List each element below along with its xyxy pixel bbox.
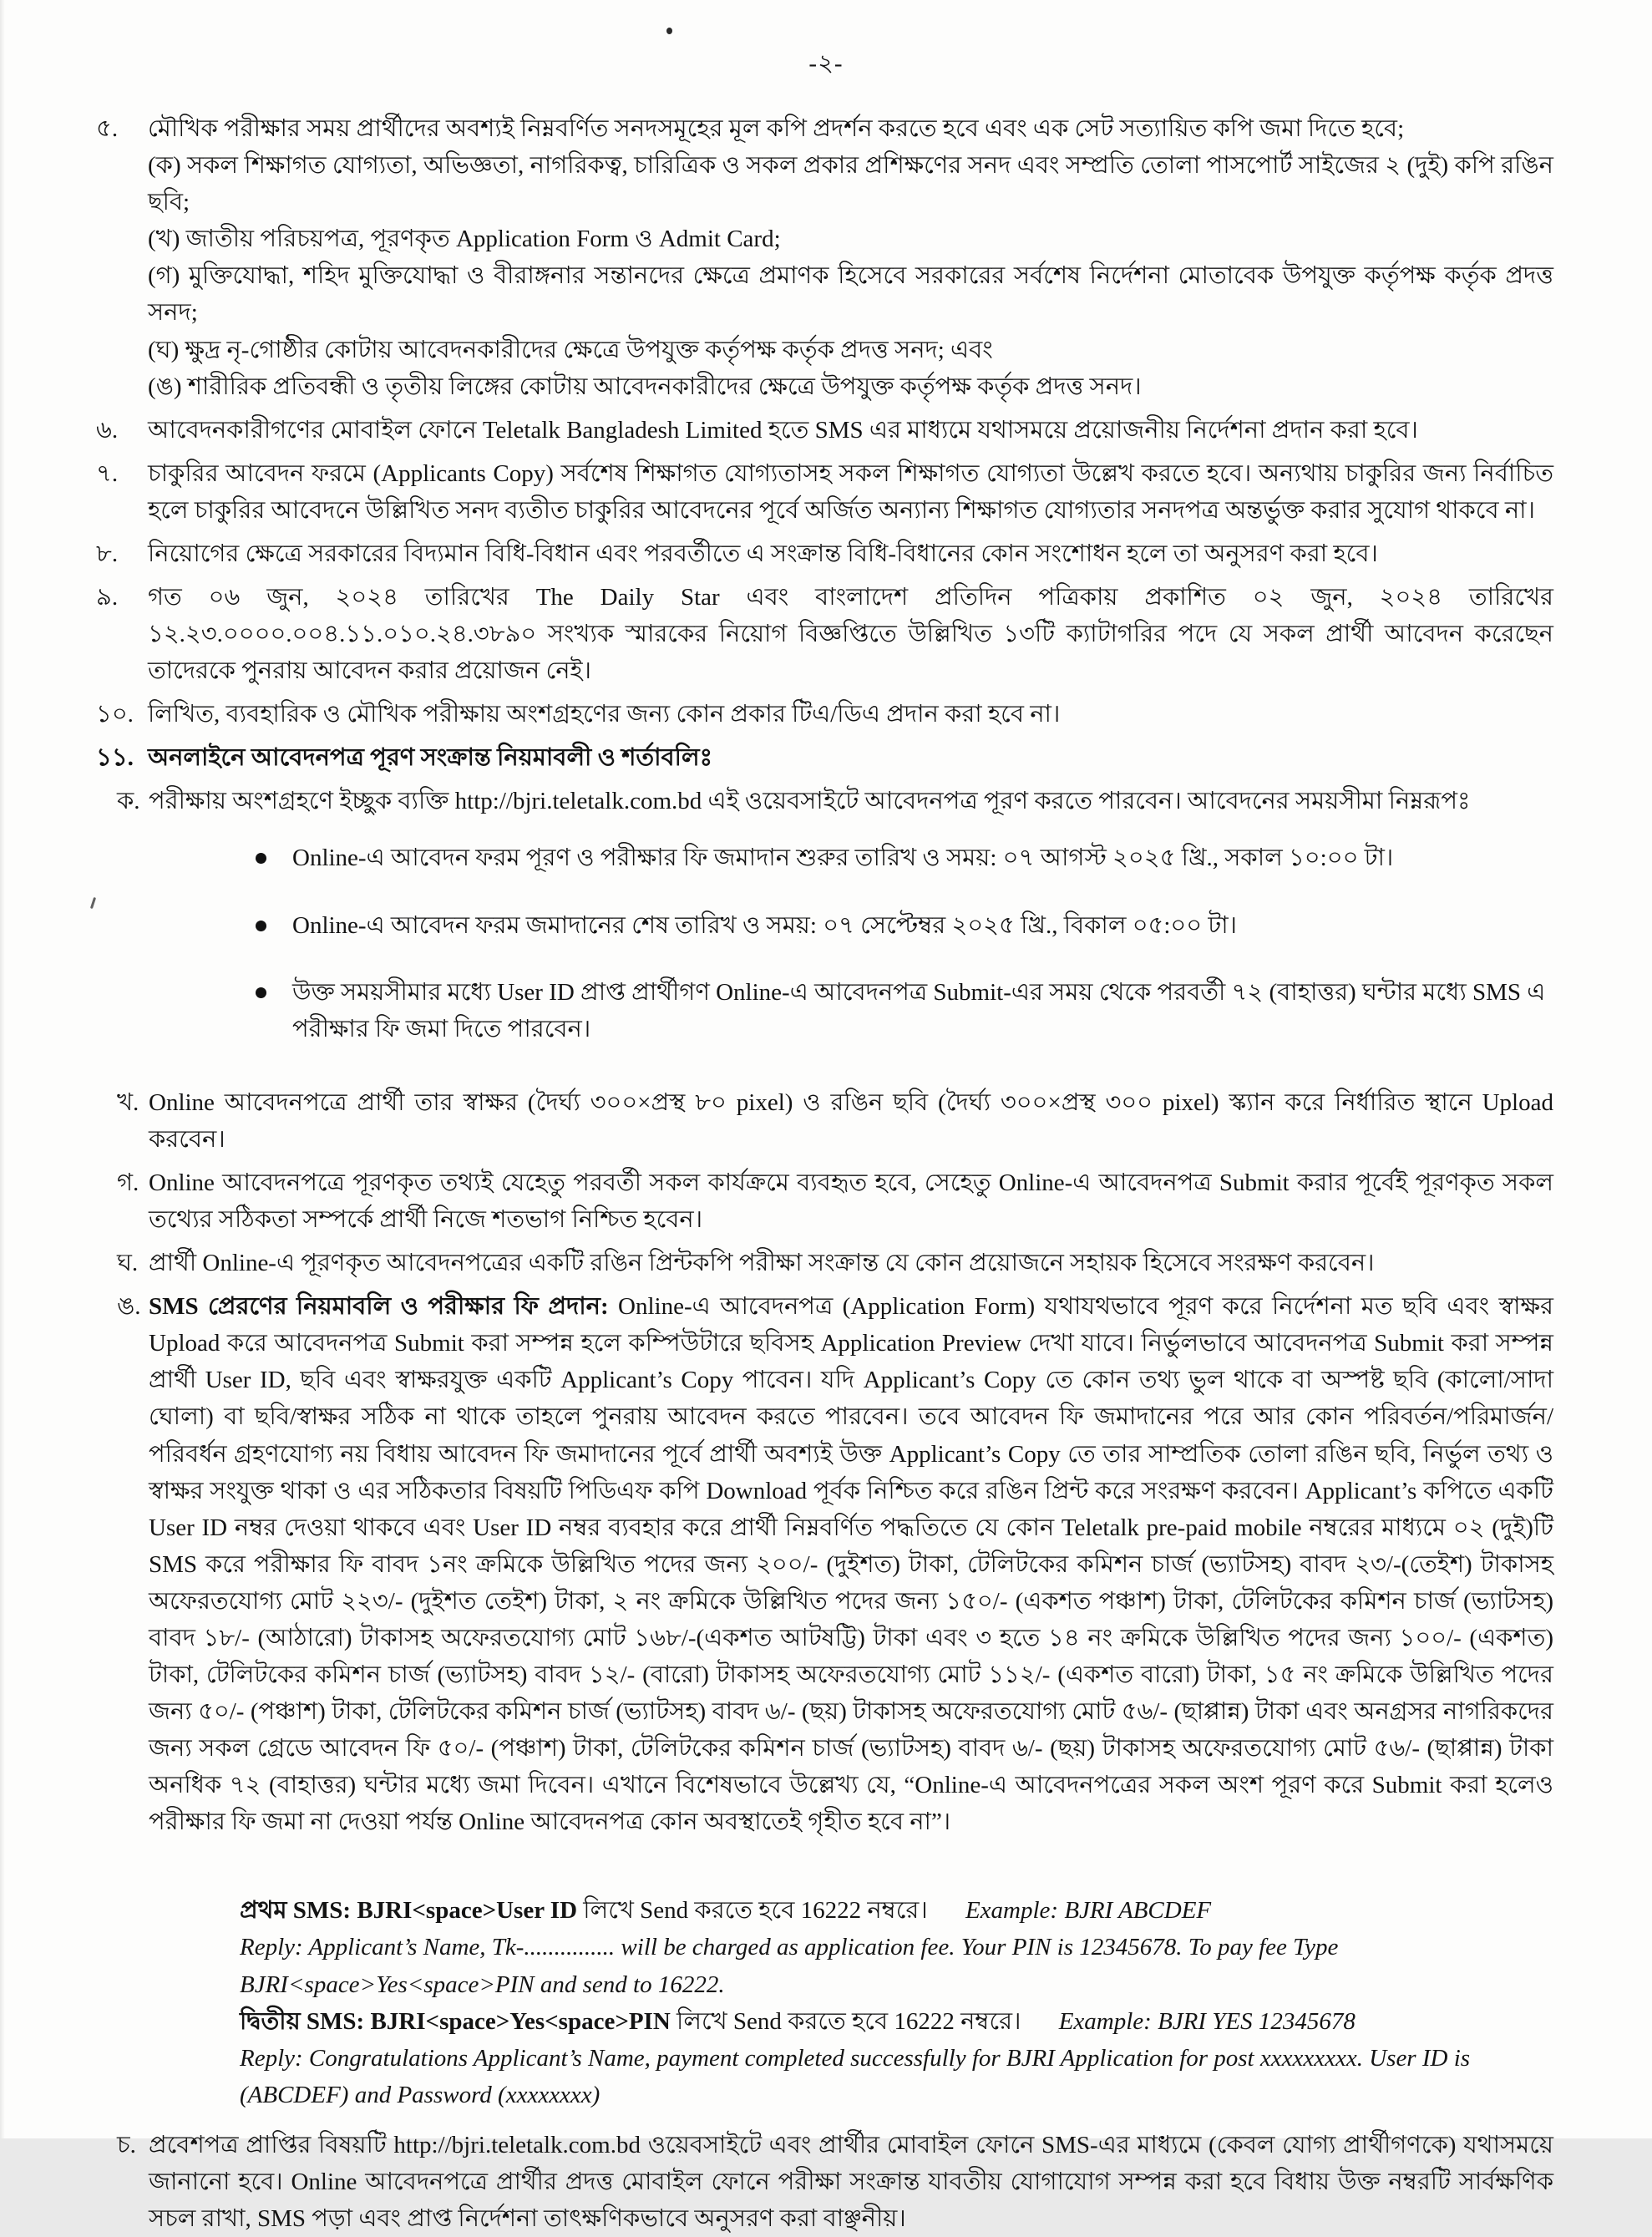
sms-instructions (240, 1892, 1543, 2113)
website-url: http://bjri.teletalk.com.bd (454, 788, 702, 815)
scan-edge-shadow (0, 0, 5, 2138)
sms-first-reply: Reply: Applicant’s Name, Tk-............... will be charged as application fee. Your PIN is 12345678. To pay fee Type BJRI<space>Yes<space>PIN and send to 16222. (240, 1934, 1339, 1998)
item-text: প্রার্থী Online-এ পূরণকৃত আবেদনপত্রের একটি রঙিন প্রিন্টকপি পরীক্ষা সংক্রান্ত যে কোন প্রয়োজনে সহায়ক হিসেবে সংরক্ষণ করবেন। (149, 1250, 1375, 1277)
page-number: -২- (808, 50, 844, 77)
item-text-before-url: পরীক্ষায় অংশগ্রহণে ইচ্ছুক ব্যক্তি (149, 788, 455, 815)
bullet-item (251, 840, 1553, 876)
sub-item-ka: (ক) সকল শিক্ষাগত যোগ্যতা, অভিজ্ঞতা, নাগরিকত্ব, চারিত্রিক ও সকল প্রকার প্রশিক্ষণের সনদ এবং সম্প্রতি তোলা পাসপোর্ট সাইজের ২ (দুই) কপি রঙিন ছবি; (148, 152, 1553, 216)
item-number: ঘ. (117, 1250, 139, 1277)
item-text: লিখিত, ব্যবহারিক ও মৌখিক পরীক্ষায় অংশগ্রহণের জন্য কোন প্রকার টিএ/ডিএ প্রদান করা হবে না। (148, 701, 1061, 728)
numbered-item-10 (96, 696, 1553, 733)
sms-second-label: দ্বিতীয় SMS: (240, 2007, 365, 2035)
item-number: ক. (117, 788, 140, 815)
numbered-item-8 (96, 535, 1553, 572)
sms-first-example: Example: BJRI ABCDEF (965, 1897, 1212, 1925)
item-number: ৮. (96, 540, 119, 567)
website-url: http://bjri.teletalk.com.bd (393, 2131, 641, 2158)
item-text: নিয়োগের ক্ষেত্রে সরকারের বিদ্যমান বিধি-বিধান এবং পরবর্তীতে এ সংক্রান্ত বিধি-বিধানের কোন সংশোধন হলে তা অনুসরণ করা হবে। (148, 540, 1378, 567)
sub-item-gha: (ঘ) ক্ষুদ্র নৃ-গোষ্ঠীর কোটায় আবেদনকারীদের ক্ষেত্রে উপযুক্ত কর্তৃপক্ষ কর্তৃক প্রদত্ত সনদ; এবং (148, 336, 993, 363)
sms-first-label: প্রথম SMS: (240, 1897, 352, 1925)
sms-first-command: BJRI<space>User ID (357, 1897, 578, 1925)
lettered-item-ka (117, 783, 1553, 1077)
sms-second-reply: Reply: Congratulations Applicant’s Name, payment completed successfully for BJRI Application for post xxxxxxxxx. User ID is (ABCDEF) and Password (xxxxxxxx) (240, 2044, 1471, 2108)
item-number: ঙ. (117, 1293, 141, 1321)
bullet-text: উক্ত সময়সীমার মধ্যে User ID প্রাপ্ত প্রার্থীগণ Online-এ আবেদনপত্র Submit-এর সময় থেকে পরবর্তী ৭২ (বাহাত্তর) ঘন্টার মধ্যে SMS এ পরীক্ষার ফি জমা দিতে পারবেন। (292, 978, 1546, 1042)
bullet-text: Online-এ আবেদন ফরম পূরণ ও পরীক্ষার ফি জমাদান শুরুর তারিখ ও সময়: ০৭ আগস্ট ২০২৫ খ্রি., সকাল ১০:০০ টা। (292, 845, 1394, 872)
numbered-item-11 (96, 739, 1553, 776)
lettered-item-kha (117, 1084, 1553, 1158)
lettered-item-cha (117, 2127, 1553, 2237)
numbered-item-6 (96, 412, 1553, 449)
bullet-dot-icon (251, 974, 292, 1047)
item-number: ১০. (96, 701, 134, 728)
scan-speck-artifact (666, 28, 672, 34)
bullet-list (251, 840, 1553, 1047)
bullet-item (251, 974, 1553, 1047)
bullet-dot-icon (251, 840, 292, 876)
item-number: ৭. (96, 459, 119, 487)
item-text (149, 1288, 1553, 1840)
item-number: ৫. (96, 115, 119, 143)
item-text-before-url: প্রবেশপত্র প্রাপ্তির বিষয়টি (149, 2131, 394, 2158)
sms-second-line (240, 2003, 1543, 2040)
sub-item-ga: (গ) মুক্তিযোদ্ধা, শহিদ মুক্তিযোদ্ধা ও বীরাঙ্গনার সন্তানদের ক্ষেত্রে প্রমাণক হিসেবে সরকারের সর্বশেষ নির্দেশনা মোতাবেক উপযুক্ত কর্তৃপক্ষ কর্তৃক প্রদত্ত সনদ; (148, 262, 1553, 327)
sub-item-uma: (ঙ) শারীরিক প্রতিবন্ধী ও তৃতীয় লিঙ্গের কোটায় আবেদনকারীদের ক্ষেত্রে উপযুক্ত কর্তৃপক্ষ কর্তৃক প্রদত্ত সনদ। (148, 373, 1142, 400)
item-number: খ. (117, 1088, 139, 1116)
item-lead-bold: SMS প্রেরণের নিয়মাবলি ও পরীক্ষার ফি প্রদান: (149, 1293, 609, 1321)
sms-second-command: BJRI<space>Yes<space>PIN (370, 2007, 671, 2035)
item-text (149, 2127, 1553, 2237)
item-text: আবেদনকারীগণের মোবাইল ফোনে Teletalk Bangladesh Limited হতে SMS এর মাধ্যমে যথাসময়ে প্রয়োজনীয় নির্দেশনা প্রদান করা হবে। (148, 416, 1418, 444)
item-text: Online আবেদনপত্রে প্রার্থী তার স্বাক্ষর (দৈর্ঘ্য ৩০০×প্রস্থ ৮০ pixel) ও রঙিন ছবি (দৈর্ঘ্য ৩০০×প্রস্থ ৩০০ pixel) স্ক্যান করে নির্ধারিত স্থানে Upload করবেন। (149, 1088, 1553, 1153)
item-number: ৬. (96, 416, 119, 444)
lettered-item-uma (117, 1288, 1553, 1840)
item-number: ৯. (96, 584, 119, 611)
bullet-text: Online-এ আবেদন ফরম জমাদানের শেষ তারিখ ও সময়: ০৭ সেপ্টেম্বর ২০২৫ খ্রি., বিকাল ০৫:০০ টা। (292, 911, 1237, 939)
numbered-item-9 (96, 579, 1553, 689)
bullet-dot-icon (251, 907, 292, 944)
numbered-item-7 (96, 455, 1553, 529)
scan-mark-artifact (90, 897, 96, 909)
numbered-item-5 (96, 110, 1553, 405)
sms-first-line (240, 1892, 1543, 1929)
item-text-after-url: ওয়েবসাইটে এবং প্রার্থীর মোবাইল ফোনে SMS-এর মাধ্যমে (কেবল যোগ্য প্রার্থীগণকে) যথাসময়ে জানানো হবে। Online আবেদনপত্রে প্রার্থীর প্রদত্ত মোবাইল ফোনে পরীক্ষা সংক্রান্ত যাবতীয় যোগাযোগ সম্পন্ন করা হবে বিধায় উক্ত নম্বরটি সার্বক্ষণিক সচল রাখা, SMS পড়া এবং প্রাপ্ত নির্দেশনা তাৎক্ষণিকভাবে অনুসরণ করা বাঞ্ছনীয়। (149, 2131, 1553, 2232)
item-text: অনলাইনে আবেদনপত্র পূরণ সংক্রান্ত নিয়মাবলী ও শর্তাবলিঃ (148, 744, 713, 772)
item-text: Online আবেদনপত্রে পূরণকৃত তথ্যই যেহেতু পরবর্তী সকল কার্যক্রমে ব্যবহৃত হবে, সেহেতু Online-এ আবেদনপত্র Submit করার পূর্বেই পূরণকৃত সকল তথ্যের সঠিকতা সম্পর্কে প্রার্থী নিজে শতভাগ নিশ্চিত হবেন। (149, 1169, 1553, 1234)
lettered-item-gha (117, 1245, 1553, 1281)
bullet-item (251, 907, 1553, 944)
item-text: গত ০৬ জুন, ২০২৪ তারিখের The Daily Star এবং বাংলাদেশ প্রতিদিন পত্রিকায় প্রকাশিত ০২ জুন, ২০২৪ তারিখের ১২.২৩.০০০০.০০৪.১১.০১০.২৪.৩৮৯০ সংখ্যক স্মারকের নিয়োগ বিজ্ঞপ্তিতে উল্লিখিত ১৩টি ক্যাটাগরির পদে যে সকল প্রার্থী আবেদন করেছেন তাদেরকে পুনরায় আবেদন করার প্রয়োজন নেই। (148, 584, 1553, 685)
item-text: চাকুরির আবেদন ফরমে (Applicants Copy) সর্বশেষ শিক্ষাগত যোগ্যতাসহ সকল শিক্ষাগত যোগ্যতা উল্লেখ করতে হবে। অন্যথায় চাকুরির জন্য নির্বাচিত হলে চাকুরির আবেদনে উল্লিখিত সনদ ব্যতীত চাকুরির আবেদনের পূর্বে অর্জিত অন্যান্য শিক্ষাগত যোগ্যতার সনদপত্র অন্তর্ভুক্ত করার সুযোগ থাকবে না। (148, 459, 1554, 524)
item-number: গ. (117, 1169, 139, 1196)
item-text-after-url: এই ওয়েবসাইটে আবেদনপত্র পূরণ করতে পারবেন। আবেদনের সময়সীমা নিম্নরূপঃ (702, 788, 1471, 815)
item-number: ১১. (96, 744, 134, 772)
sub-item-kha: (খ) জাতীয় পরিচয়পত্র, পূরণকৃত Application Form ও Admit Card; (148, 226, 781, 253)
item-text: মৌখিক পরীক্ষার সময় প্রার্থীদের অবশ্যই নিম্নবর্ণিত সনদসমূহের মূল কপি প্রদর্শন করতে হবে এবং এক সেট সত্যায়িত কপি জমা দিতে হবে; (148, 115, 1405, 143)
sms-second-text: লিখে Send করতে হবে 16222 নম্বরে। (677, 2007, 1021, 2035)
item-text-rest: Online-এ আবেদনপত্র (Application Form) যথাযথভাবে পূরণ করে নির্দেশনা মত ছবি এবং স্বাক্ষর Upload করে আবেদনপত্র Submit করা সম্পন্ন হলে কম্পিউটারে ছবিসহ Application Preview দেখা যাবে। নির্ভুলভাবে আবেদনপত্র Submit করা সম্পন্ন প্রার্থী User ID, ছবি এবং স্বাক্ষরযুক্ত একটি Applicant’s Copy পাবেন। যদি Applicant’s Copy তে কোন তথ্য ভুল থাকে বা অস্পষ্ট ছবি (কালো/সাদা ঘোলা) বা ছবি/স্বাক্ষর সঠিক না থাকে তাহলে পুনরায় আবেদন করতে পারবেন। তবে আবেদন ফি জমাদানের পরে আর কোন পরিবর্তন/পরিমার্জন/পরিবর্ধন গ্রহণযোগ্য নয় বিধায় আবেদন ফি জমাদানের পূর্বে প্রার্থী অবশ্যই উক্ত Applicant’s Copy তে তার সাম্প্রতিক তোলা রঙিন ছবি, নির্ভুল তথ্য ও স্বাক্ষর সংযুক্ত থাকা ও এর সঠিকতার বিষয়টি পিডিএফ কপি Download পূর্বক নিশ্চিত করে রঙিন প্রিন্ট করে সংরক্ষণ করবেন। Applicant’s কপিতে একটি User ID নম্বর দেওয়া থাকবে এবং User ID নম্বর ব্যবহার করে প্রার্থী নিম্নবর্ণিত পদ্ধতিতে যে কোন Teletalk pre-paid mobile নম্বরের মাধ্যমে ০২ (দুই)টি SMS করে পরীক্ষার ফি বাবদ ১নং ক্রমিকে উল্লিখিত পদের জন্য ২০০/- (দুইশত) টাকা, টেলিটকের কমিশন চার্জ (ভ্যাটসহ) বাবদ ২৩/-(তেইশ) টাকাসহ অফেরতযোগ্য মোট ২২৩/- (দুইশত তেইশ) টাকা, ২ নং ক্রমিকে উল্লিখিত পদের জন্য ১৫০/- (একশত পঞ্চাশ) টাকা, টেলিটকের কমিশন চার্জ (ভ্যাটসহ) বাবদ ১৮/- (আঠারো) টাকাসহ অফেরতযোগ্য মোট ১৬৮/-(একশত আটষট্টি) টাকা এবং ৩ হতে ১৪ নং ক্রমিকে উল্লিখিত পদের জন্য ১০০/- (একশত) টাকা, টেলিটকের কমিশন চার্জ (ভ্যাটসহ) বাবদ ১২/- (বারো) টাকাসহ অফেরতযোগ্য মোট ১১২/- (একশত বারো) টাকা, ১৫ নং ক্রমিকে উল্লিখিত পদের জন্য ৫০/- (পঞ্চাশ) টাকা, টেলিটকের কমিশন চার্জ (ভ্যাটসহ) বাবদ ৬/- (ছয়) টাকাসহ অফেরতযোগ্য মোট ৫৬/- (ছাপ্পান্ন) টাকা এবং অনগ্রসর নাগরিকদের জন্য সকল গ্রেডে আবেদন ফি ৫০/- (পঞ্চাশ) টাকা, টেলিটকের কমিশন চার্জ (ভ্যাটসহ) বাবদ ৬/- (ছয়) টাকাসহ অফেরতযোগ্য মোট ৫৬/- (ছাপ্পান্ন) টাকা অনধিক ৭২ (বাহাত্তর) ঘন্টার মধ্যে জমা দিবেন। এখানে বিশেষভাবে উল্লেখ্য যে, “Online-এ আবেদনপত্রের সকল অংশ পূরণ করে Submit করা হলেও পরীক্ষার ফি জমা না দেওয়া পর্যন্ত Online আবেদনপত্র কোন অবস্থাতেই গৃহীত হবে না”। (149, 1293, 1553, 1836)
sms-second-example: Example: BJRI YES 12345678 (1058, 2007, 1356, 2035)
item-number: চ. (117, 2131, 136, 2158)
lettered-item-ga (117, 1164, 1553, 1238)
item-text (149, 783, 1553, 819)
sms-first-text: লিখে Send করতে হবে 16222 নম্বরে। (583, 1897, 928, 1925)
